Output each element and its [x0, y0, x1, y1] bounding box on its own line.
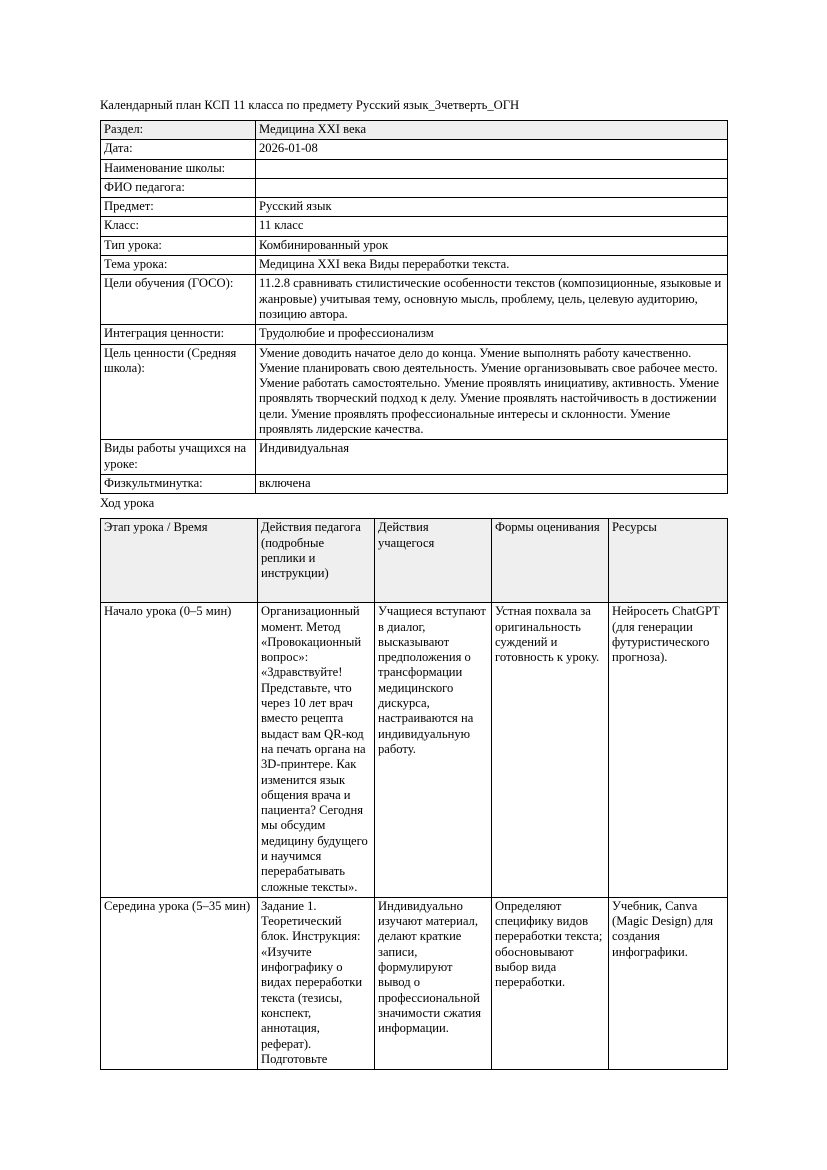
table-row: [101, 256, 728, 275]
info-row-label: Физкультминутка:: [101, 474, 256, 493]
info-row-label: Предмет:: [101, 198, 256, 217]
teacher-actions-cell: Задание 1. Теоретический блок. Инструкция: «Изучите инфографику о видах переработки текста (тезисы, конспект, аннотация, реферат). Подготовьте: [258, 897, 375, 1069]
table-row: [101, 897, 728, 1069]
info-row-value: Комбинированный урок: [256, 236, 728, 255]
info-row-value: Медицина XXI века Виды переработки текста.: [256, 256, 728, 275]
column-header: Формы оценивания: [492, 519, 609, 603]
info-row-value: Русский язык: [256, 198, 728, 217]
info-row-label: Цель ценности (Средняя школа):: [101, 344, 256, 440]
info-row-value: [256, 159, 728, 178]
table-row: [101, 178, 728, 197]
info-row-label: Наименование школы:: [101, 159, 256, 178]
info-row-label: Раздел:: [101, 121, 256, 140]
table-row: [101, 325, 728, 344]
page-title: Календарный план КСП 11 класса по предмету Русский язык_3четверть_ОГН: [100, 98, 520, 112]
info-row-label: Тема урока:: [101, 256, 256, 275]
info-row-label: Виды работы учащихся на уроке:: [101, 440, 256, 475]
info-row-value: 11.2.8 сравнивать стилистические особенности текстов (композиционные, языковые и жанровые) учитывая тему, основную мысль, проблему, цель, целевую аудиторию, позицию автора.: [256, 275, 728, 325]
lesson-flow-table: [100, 518, 728, 1070]
lesson-info-table: [100, 120, 728, 494]
info-row-value: Индивидуальная: [256, 440, 728, 475]
table-row: [101, 603, 728, 898]
resources-cell: Учебник, Canva (Magic Design) для создания инфографики.: [609, 897, 728, 1069]
table-row: [101, 474, 728, 493]
stage-cell: Середина урока (5–35 мин): [101, 897, 258, 1069]
table-row: [101, 217, 728, 236]
column-header: Этап урока / Время: [101, 519, 258, 603]
table-row: [101, 275, 728, 325]
info-row-value: 2026-01-08: [256, 140, 728, 159]
column-header: Ресурсы: [609, 519, 728, 603]
assessment-forms-cell: Устная похвала за оригинальность суждений и готовность к уроку.: [492, 603, 609, 898]
column-header: Действия учащегося: [375, 519, 492, 603]
assessment-forms-cell: Определяют специфику видов переработки текста; обосновывают выбор вида переработки.: [492, 897, 609, 1069]
info-row-label: Класс:: [101, 217, 256, 236]
info-row-value: 11 класс: [256, 217, 728, 236]
lesson-flow-caption: Ход урока: [100, 496, 155, 511]
info-row-value: Трудолюбие и профессионализм: [256, 325, 728, 344]
info-row-value: [256, 178, 728, 197]
info-row-value: Умение доводить начатое дело до конца. Умение выполнять работу качественно. Умение планировать свою деятельность. Умение организовывать свое рабочее место. Умение работать самостоятельно. Умение проявлять инициативу, активность. Умение проявлять творческий подход к делу. Умение проявлять настойчивость в достижении цели. Умение проявлять профессиональные интересы и склонности. Умение проявлять лидерские качества.: [256, 344, 728, 440]
info-row-value: Медицина XXI века: [256, 121, 728, 140]
student-actions-cell: Индивидуально изучают материал, делают краткие записи, формулируют вывод о профессиональной значимости сжатия информации.: [375, 897, 492, 1069]
info-row-label: Дата:: [101, 140, 256, 159]
stage-cell: Начало урока (0–5 мин): [101, 603, 258, 898]
table-row: [101, 140, 728, 159]
info-row-label: Тип урока:: [101, 236, 256, 255]
table-row: [101, 344, 728, 440]
column-header: Действия педагога (подробные реплики и инструкции): [258, 519, 375, 603]
table-row: [101, 440, 728, 475]
table-row: [101, 236, 728, 255]
teacher-actions-cell: Организационный момент. Метод «Провокационный вопрос»: «Здравствуйте! Представьте, что через 10 лет врач вместо рецепта выдаст вам QR-код на печать органа на 3D-принтере. Как изменится язык общения врача и пациента? Сегодня мы обсудим медицину будущего и научимся перерабатывать сложные тексты».: [258, 603, 375, 898]
table-row: [101, 121, 728, 140]
info-row-label: ФИО педагога:: [101, 178, 256, 197]
info-row-label: Интеграция ценности:: [101, 325, 256, 344]
table-header-row: [101, 519, 728, 603]
info-row-value: включена: [256, 474, 728, 493]
table-row: [101, 159, 728, 178]
table-row: [101, 198, 728, 217]
info-row-label: Цели обучения (ГОСО):: [101, 275, 256, 325]
student-actions-cell: Учащиеся вступают в диалог, высказывают предположения о трансформации медицинского дискурса, настраиваются на индивидуальную работу.: [375, 603, 492, 898]
resources-cell: Нейросеть ChatGPT (для генерации футуристического прогноза).: [609, 603, 728, 898]
